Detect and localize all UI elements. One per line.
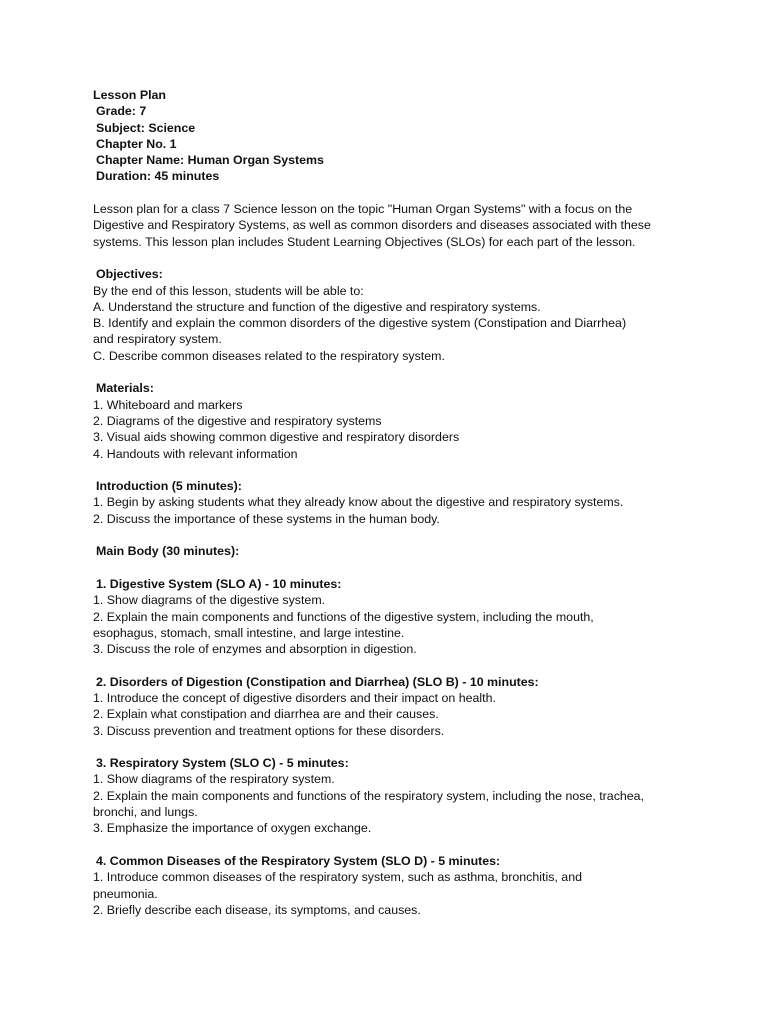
subsection-heading: 2. Disorders of Digestion (Constipation and Diarrhea) (SLO B) - 10 minutes: (96, 674, 539, 689)
spacer (93, 739, 693, 755)
list-item: 2. Diagrams of the digestive and respiratory systems (93, 413, 382, 428)
list-item: 1. Introduce the concept of digestive disorders and their impact on health. (93, 690, 496, 705)
intro-paragraph (93, 201, 693, 250)
paragraph-line: Digestive and Respiratory Systems, as well as common disorders and diseases associated with these (93, 218, 651, 233)
lesson-header (93, 87, 693, 185)
subsection-digestive-system (93, 576, 693, 657)
list-item: 2. Explain the main components and functions of the digestive system, including the mouth, (93, 609, 594, 624)
introduction-section (93, 478, 693, 527)
list-item: 1. Introduce common diseases of the respiratory system, such as asthma, bronchitis, and (93, 870, 582, 885)
materials-section (93, 380, 693, 461)
list-item: 2. Explain what constipation and diarrhea are and their causes. (93, 707, 439, 722)
list-item: 2. Explain the main components and functions of the respiratory system, including the nose, trachea, (93, 788, 645, 803)
list-item: B. Identify and explain the common disorders of the digestive system (Constipation and Diarrhea) (93, 316, 627, 331)
list-item: 1. Begin by asking students what they already know about the digestive and respiratory systems. (93, 495, 624, 510)
list-item: 2. Briefly describe each disease, its symptoms, and causes. (93, 902, 421, 917)
section-lead: By the end of this lesson, students will be able to: (93, 283, 364, 298)
list-item: esophagus, stomach, small intestine, and large intestine. (93, 625, 405, 640)
subsection-respiratory-system (93, 755, 693, 836)
list-item: 4. Handouts with relevant information (93, 446, 298, 461)
subject-line: Subject: Science (96, 120, 196, 135)
list-item: and respiratory system. (93, 332, 222, 347)
section-heading: Introduction (5 minutes): (96, 479, 242, 494)
spacer (93, 560, 693, 576)
paragraph-line: Lesson plan for a class 7 Science lesson on the topic "Human Organ Systems" with a focus on the (93, 202, 633, 217)
subsection-heading: 4. Common Diseases of the Respiratory System (SLO D) - 5 minutes: (96, 853, 501, 868)
list-item: 3. Discuss prevention and treatment options for these disorders. (93, 723, 445, 738)
subsection-heading: 1. Digestive System (SLO A) - 10 minutes: (96, 576, 342, 591)
main-body-section (93, 543, 693, 918)
section-heading: Main Body (30 minutes): (96, 544, 240, 559)
list-item: 1. Show diagrams of the respiratory system. (93, 772, 335, 787)
list-item: 3. Emphasize the importance of oxygen exchange. (93, 821, 372, 836)
grade-line: Grade: 7 (96, 104, 147, 119)
section-heading: Objectives: (96, 267, 163, 282)
list-item: 1. Show diagrams of the digestive system. (93, 593, 326, 608)
spacer (93, 657, 693, 673)
subsection-heading: 3. Respiratory System (SLO C) - 5 minutes: (96, 756, 349, 771)
list-item: 3. Discuss the role of enzymes and absorption in digestion. (93, 642, 417, 657)
spacer (93, 364, 693, 380)
list-item: A. Understand the structure and function of the digestive and respiratory systems. (93, 299, 541, 314)
list-item: pneumonia. (93, 886, 158, 901)
list-item: bronchi, and lungs. (93, 805, 198, 820)
section-heading: Materials: (96, 381, 154, 396)
subsection-respiratory-diseases (93, 853, 693, 918)
paragraph-line: systems. This lesson plan includes Student Learning Objectives (SLOs) for each part of the lesson. (93, 234, 636, 249)
spacer (93, 185, 693, 201)
list-item: 3. Visual aids showing common digestive and respiratory disorders (93, 430, 460, 445)
spacer (93, 527, 693, 543)
document-page (93, 87, 693, 918)
chapter-number-line: Chapter No. 1 (96, 136, 177, 151)
subsection-disorders-of-digestion (93, 674, 693, 739)
spacer (93, 462, 693, 478)
objectives-section (93, 266, 693, 364)
list-item: 2. Discuss the importance of these systems in the human body. (93, 511, 440, 526)
spacer (93, 837, 693, 853)
duration-line: Duration: 45 minutes (96, 169, 220, 184)
chapter-name-line: Chapter Name: Human Organ Systems (96, 153, 324, 168)
spacer (93, 250, 693, 266)
list-item: C. Describe common diseases related to the respiratory system. (93, 348, 445, 363)
document-title: Lesson Plan (93, 88, 166, 102)
list-item: 1. Whiteboard and markers (93, 397, 243, 412)
